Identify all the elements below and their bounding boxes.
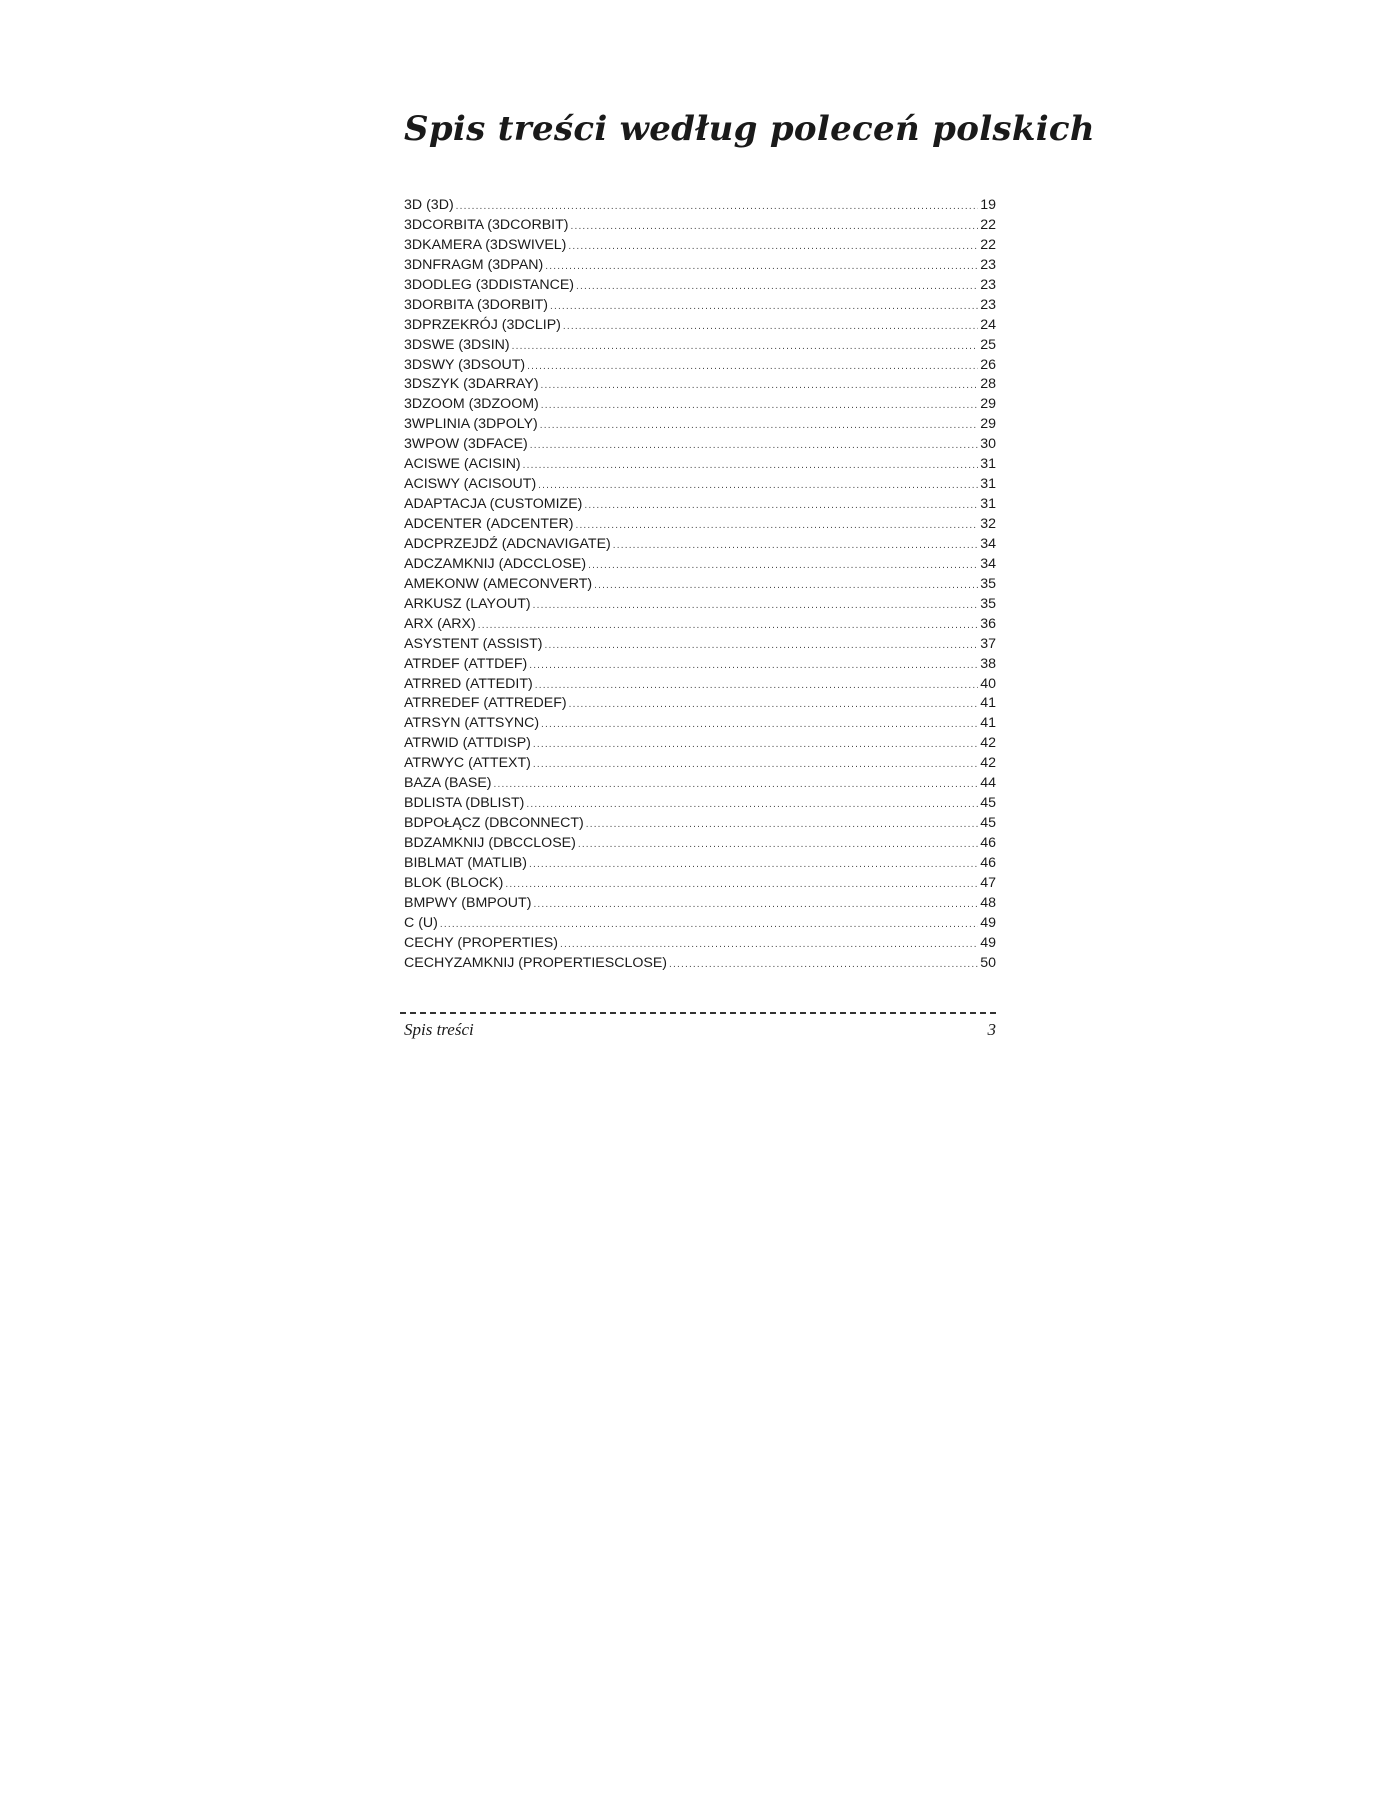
toc-entry — [404, 834, 996, 854]
entry-label: BDLISTA (DBLIST) — [404, 795, 525, 812]
dot-leader — [533, 755, 978, 775]
toc-entry — [404, 814, 996, 834]
entry-label: ADCENTER (ADCENTER) — [404, 516, 574, 532]
toc-entry — [404, 415, 996, 435]
entry-label: 3DODLEG (3DDISTANCE) — [404, 276, 575, 293]
dot-leader — [541, 396, 978, 416]
dot-leader — [478, 616, 978, 636]
entry-page-number: 49 — [980, 914, 996, 931]
toc-entry — [404, 635, 996, 655]
toc-entry — [404, 774, 996, 794]
entry-label: 3D (3D) — [404, 197, 454, 213]
entry-page-number: 31 — [980, 476, 996, 493]
entry-page-number: 50 — [980, 954, 996, 971]
entry-label: ASYSTENT (ASSIST) — [404, 635, 543, 652]
entry-page-number: 42 — [980, 735, 996, 752]
dot-leader — [586, 815, 978, 835]
toc-entry — [404, 555, 996, 575]
dot-leader — [578, 835, 978, 855]
entry-page-number: 25 — [980, 336, 996, 353]
entry-page-number: 34 — [980, 535, 996, 552]
entry-page-number: 45 — [980, 795, 996, 812]
dot-leader — [576, 277, 978, 297]
toc-entry — [404, 216, 996, 236]
toc-entry — [404, 694, 996, 714]
entry-page-number: 19 — [980, 197, 996, 213]
entry-label: ATRWID (ATTDISP) — [404, 735, 531, 752]
dot-leader — [545, 257, 978, 277]
toc-entry — [404, 515, 996, 535]
dot-leader — [550, 297, 978, 317]
dot-leader — [563, 317, 978, 337]
dot-leader — [540, 416, 978, 436]
table-of-contents — [404, 196, 996, 974]
dot-leader — [569, 695, 979, 715]
dot-leader — [560, 935, 978, 955]
toc-entry — [404, 196, 996, 216]
toc-entry — [404, 954, 996, 974]
entry-page-number: 47 — [980, 874, 996, 891]
entry-page-number: 36 — [980, 615, 996, 632]
entry-page-number: 49 — [980, 934, 996, 951]
entry-label: AMEKONW (AMECONVERT) — [404, 575, 593, 592]
entry-page-number: 28 — [980, 376, 996, 393]
entry-label: ARX (ARX) — [404, 615, 476, 632]
footer-divider — [400, 1012, 996, 1014]
dot-leader — [535, 676, 978, 696]
toc-entry — [404, 495, 996, 515]
dot-leader — [494, 775, 979, 795]
entry-page-number: 35 — [980, 575, 996, 592]
entry-label: ADAPTACJA (CUSTOMIZE) — [404, 496, 583, 513]
dot-leader — [588, 556, 978, 576]
toc-entry — [404, 655, 996, 675]
dot-leader — [533, 596, 979, 616]
entry-label: 3DSWE (3DSIN) — [404, 336, 510, 353]
toc-entry — [404, 395, 996, 415]
toc-entry — [404, 276, 996, 296]
toc-entry — [404, 734, 996, 754]
entry-page-number: 35 — [980, 595, 996, 612]
dot-leader — [541, 715, 978, 735]
toc-entry — [404, 575, 996, 595]
toc-entry — [404, 675, 996, 695]
dot-leader — [530, 436, 978, 456]
entry-page-number: 22 — [980, 236, 996, 253]
dot-leader — [523, 456, 979, 476]
entry-label: ATRWYC (ATTEXT) — [404, 755, 531, 772]
toc-entry — [404, 316, 996, 336]
dot-leader — [575, 516, 978, 536]
dot-leader — [529, 855, 978, 875]
entry-page-number: 41 — [980, 695, 996, 712]
dot-leader — [529, 656, 978, 676]
footer-page-number: 3 — [987, 1020, 996, 1039]
entry-page-number: 24 — [980, 316, 996, 333]
entry-page-number: 32 — [980, 516, 996, 532]
entry-page-number: 48 — [980, 894, 996, 911]
entry-label: ACISWY (ACISOUT) — [404, 476, 537, 493]
toc-entry — [404, 375, 996, 395]
entry-label: BMPWY (BMPOUT) — [404, 894, 532, 911]
toc-entry — [404, 256, 996, 276]
dot-leader — [440, 915, 978, 935]
toc-entry — [404, 754, 996, 774]
entry-label: 3WPLINIA (3DPOLY) — [404, 416, 538, 433]
toc-entry — [404, 615, 996, 635]
dot-leader — [526, 795, 978, 815]
dot-leader — [584, 496, 978, 516]
entry-label: BDPOŁĄCZ (DBCONNECT) — [404, 815, 584, 832]
entry-page-number: 31 — [980, 496, 996, 513]
entry-label: ATRSYN (ATTSYNC) — [404, 715, 540, 732]
toc-entry — [404, 894, 996, 914]
dot-leader — [456, 197, 979, 217]
toc-entry — [404, 236, 996, 256]
dot-leader — [594, 576, 978, 596]
entry-page-number: 34 — [980, 555, 996, 572]
toc-entry — [404, 535, 996, 555]
entry-page-number: 44 — [980, 775, 996, 792]
entry-label: ATRDEF (ATTDEF) — [404, 655, 528, 672]
dot-leader — [568, 237, 978, 257]
footer-section-title: Spis treści — [404, 1020, 474, 1039]
toc-entry — [404, 714, 996, 734]
toc-entry — [404, 435, 996, 455]
toc-entry — [404, 794, 996, 814]
entry-label: 3DNFRAGM (3DPAN) — [404, 256, 544, 273]
entry-label: C (U) — [404, 914, 438, 931]
dot-leader — [538, 476, 978, 496]
dot-leader — [533, 735, 978, 755]
entry-label: 3DKAMERA (3DSWIVEL) — [404, 236, 567, 253]
entry-page-number: 38 — [980, 655, 996, 672]
dot-leader — [541, 376, 979, 396]
entry-label: ADCZAMKNIJ (ADCCLOSE) — [404, 555, 587, 572]
entry-label: BAZA (BASE) — [404, 775, 492, 792]
entry-page-number: 30 — [980, 436, 996, 453]
entry-label: 3DPRZEKRÓJ (3DCLIP) — [404, 316, 561, 333]
entry-label: ACISWE (ACISIN) — [404, 456, 521, 473]
entry-label: 3DZOOM (3DZOOM) — [404, 396, 539, 413]
entry-label: ADCPRZEJDŹ (ADCNAVIGATE) — [404, 535, 611, 552]
entry-page-number: 46 — [980, 854, 996, 871]
dot-leader — [545, 636, 979, 656]
toc-entry — [404, 336, 996, 356]
entry-page-number: 22 — [980, 216, 996, 233]
toc-entry — [404, 455, 996, 475]
dot-leader — [571, 217, 979, 237]
dot-leader — [533, 895, 978, 915]
entry-label: 3WPOW (3DFACE) — [404, 436, 528, 453]
entry-label: 3DSZYK (3DARRAY) — [404, 376, 539, 393]
entry-page-number: 26 — [980, 356, 996, 373]
toc-entry — [404, 475, 996, 495]
entry-label: 3DCORBITA (3DCORBIT) — [404, 216, 569, 233]
entry-label: 3DSWY (3DSOUT) — [404, 356, 526, 373]
dot-leader — [613, 536, 978, 556]
entry-label: BIBLMAT (MATLIB) — [404, 854, 527, 871]
toc-entry — [404, 934, 996, 954]
entry-label: ATRRED (ATTEDIT) — [404, 675, 533, 692]
dot-leader — [669, 955, 978, 975]
entry-page-number: 23 — [980, 256, 996, 273]
dot-leader — [512, 337, 979, 357]
entry-page-number: 23 — [980, 296, 996, 313]
entry-page-number: 29 — [980, 396, 996, 413]
toc-entry — [404, 854, 996, 874]
entry-label: CECHYZAMKNIJ (PROPERTIESCLOSE) — [404, 954, 668, 971]
entry-page-number: 46 — [980, 835, 996, 851]
entry-page-number: 42 — [980, 755, 996, 772]
entry-label: ARKUSZ (LAYOUT) — [404, 595, 531, 612]
entry-page-number: 45 — [980, 815, 996, 832]
entry-label: BDZAMKNIJ (DBCCLOSE) — [404, 835, 576, 851]
toc-entry — [404, 356, 996, 376]
entry-page-number: 41 — [980, 715, 996, 732]
dot-leader — [527, 357, 978, 377]
entry-page-number: 23 — [980, 276, 996, 293]
entry-page-number: 31 — [980, 456, 996, 473]
entry-label: BLOK (BLOCK) — [404, 874, 504, 891]
entry-label: CECHY (PROPERTIES) — [404, 934, 558, 951]
entry-label: ATRREDEF (ATTREDEF) — [404, 695, 567, 712]
entry-page-number: 29 — [980, 416, 996, 433]
dot-leader — [505, 875, 978, 895]
entry-page-number: 40 — [980, 675, 996, 692]
entry-label: 3DORBITA (3DORBIT) — [404, 296, 548, 313]
toc-entry — [404, 914, 996, 934]
page-title: Spis treści według poleceń polskich — [404, 108, 1095, 149]
toc-entry — [404, 296, 996, 316]
entry-page-number: 37 — [980, 635, 996, 652]
toc-entry — [404, 595, 996, 615]
toc-entry — [404, 874, 996, 894]
